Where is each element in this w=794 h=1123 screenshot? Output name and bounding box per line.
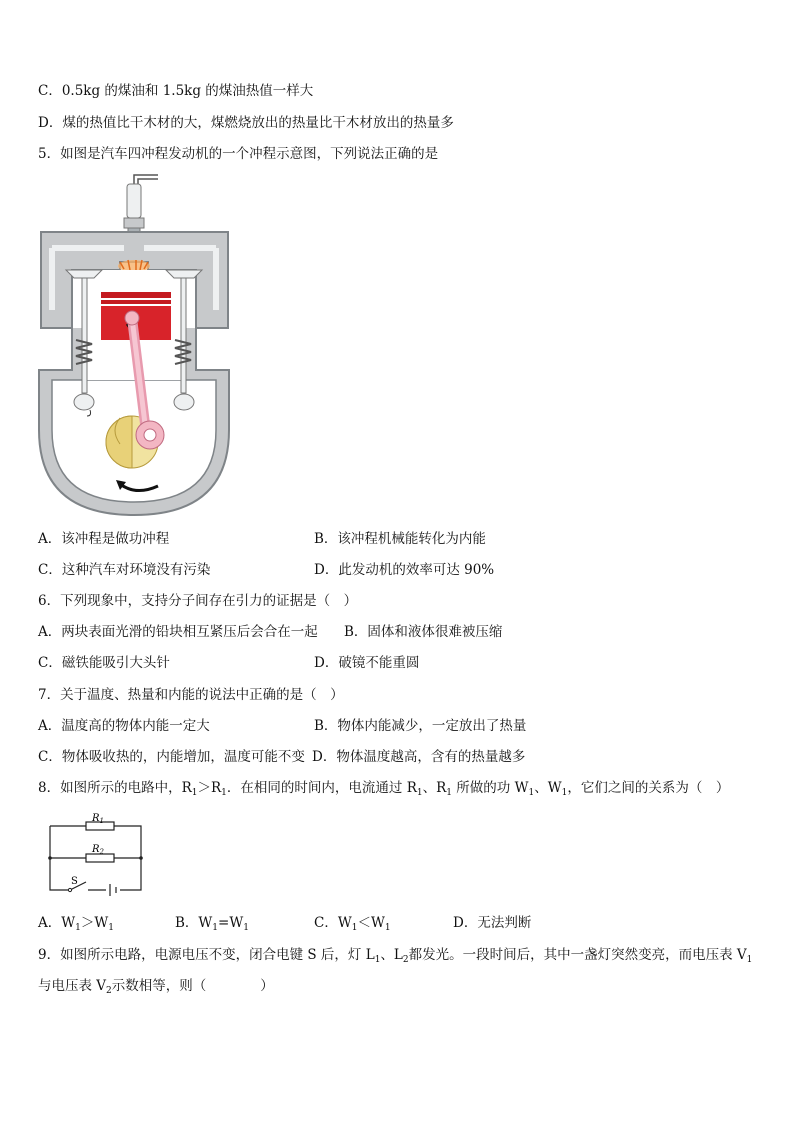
label-r1: R <box>92 813 100 824</box>
q5-option-c: C．这种汽车对环境没有污染 <box>38 562 211 578</box>
engine-stroke-diagram <box>36 170 236 518</box>
q7-option-d: D．物体温度越高，含有的热量越多 <box>312 749 526 765</box>
q6-option-c: C．磁铁能吸引大头针 <box>38 655 170 671</box>
q5-option-a: A．该冲程是做功冲程 <box>38 531 170 547</box>
q5-option-b: B．该冲程机械能转化为内能 <box>314 531 486 547</box>
label-r2: R <box>92 844 100 855</box>
q8-option-b: B．$W_1=W_1$ <box>175 915 249 933</box>
q6-option-a: A．两块表面光滑的铅块相互紧压后会合在一起 <box>38 624 318 640</box>
q8-stem: 8．如图所示的电路中，$R_1>R_1$．在相同的时间内，电流通过 $R_1$、$R_1$ 所做的功 $W_1$、$W_1$，它们之间的关系为（ ） <box>38 780 730 798</box>
q6-stem: 6．下列现象中，支持分子间存在引力的证据是（ ） <box>38 593 358 609</box>
q7-option-a: A．温度高的物体内能一定大 <box>38 718 210 734</box>
q7-option-c: C．物体吸收热的，内能增加，温度可能不变 <box>38 749 305 765</box>
q5-stem: 5．如图是汽车四冲程发动机的一个冲程示意图，下列说法正确的是 <box>38 146 439 162</box>
q8-option-a: A．$W_1>W_1$ <box>38 915 114 933</box>
q8-circuit-diagram <box>44 812 148 896</box>
q8-option-d: D．无法判断 <box>453 915 532 931</box>
q7-stem: 7．关于温度、热量和内能的说法中正确的是（ ） <box>38 687 344 703</box>
svg-text:R2: $R_2$ <box>92 844 104 856</box>
q6-option-b: B．固体和液体很难被压缩 <box>344 624 503 640</box>
q5-option-d: D．此发动机的效率可达 90% <box>314 562 495 578</box>
q9-stem-line2: 与电压表 $V_2$示数相等，则（ ） <box>38 978 274 996</box>
q6-option-d: D．破镜不能重圆 <box>314 655 420 671</box>
q7-option-b: B．物体内能减少，一定放出了热量 <box>314 718 527 734</box>
svg-text:R1: $R_1$ <box>92 813 104 825</box>
label-s: S <box>71 876 78 887</box>
q4-option-d: D．煤的热值比干木材的大，煤燃烧放出的热量比干木材放出的热量多 <box>38 115 454 131</box>
q9-stem-line1: 9．如图所示电路，电源电压不变，闭合电键 S 后，灯 $L_1$、$L_2$都发光。一段时间后，其中一盏灯突然变亮，而电压表 $V_1$ <box>38 947 753 965</box>
q8-option-c: C．$W_1<W_1$ <box>314 915 391 933</box>
battery-icon <box>110 884 116 896</box>
q4-option-c: C．0.5kg 的煤油和 1.5kg 的煤油热值一样大 <box>38 83 314 99</box>
